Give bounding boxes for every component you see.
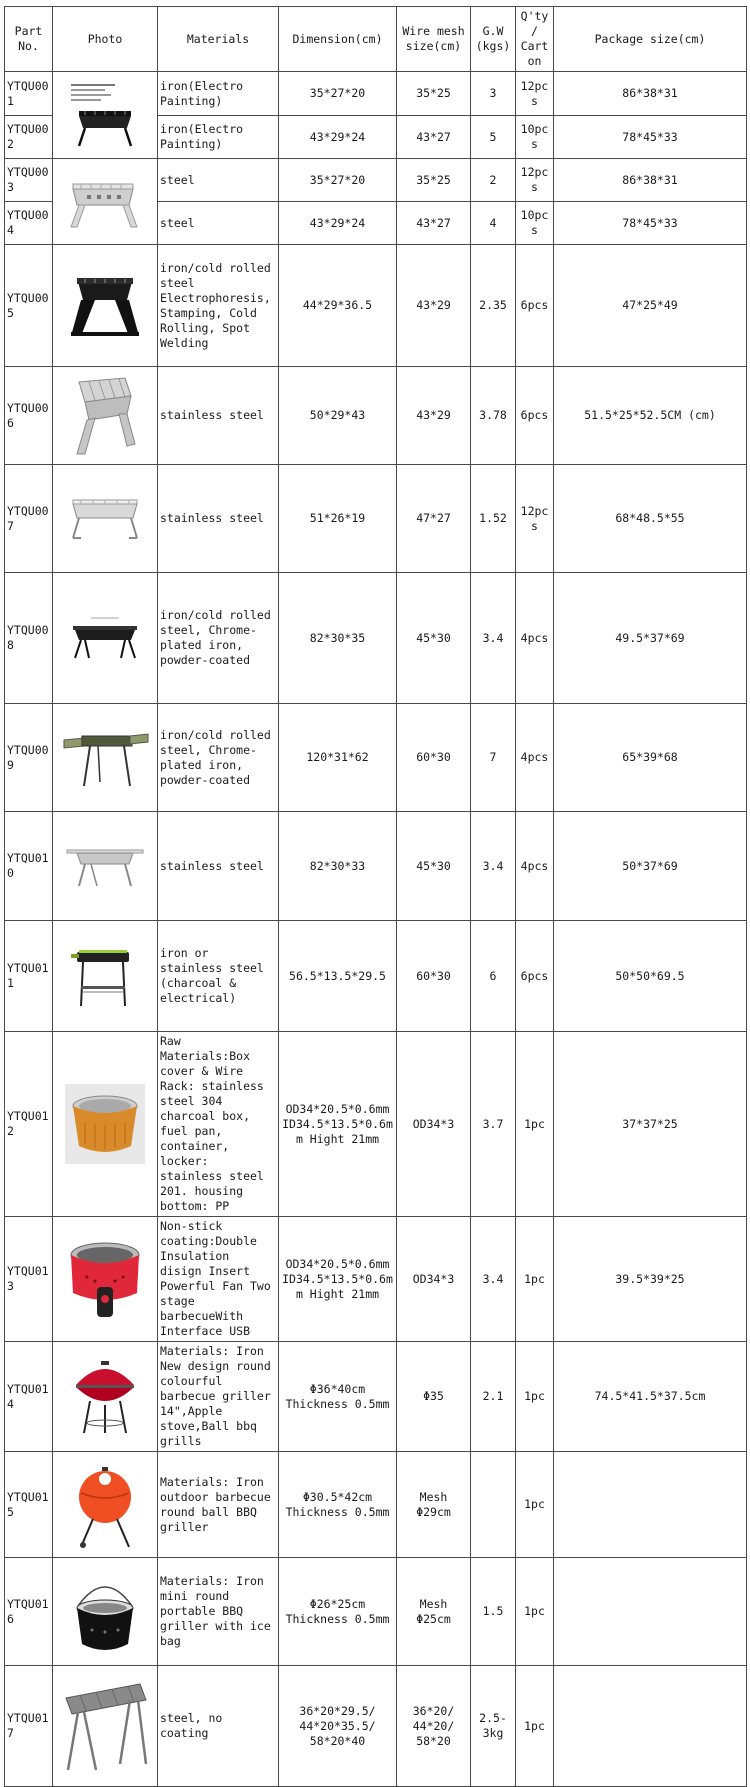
part-no-cell: YTQU001 [5, 72, 53, 116]
qty-cell: 4pcs [516, 704, 554, 812]
dimension-cell: 51*26*19 [279, 465, 397, 573]
gw-cell: 4 [471, 202, 516, 245]
long-grill-steel-icon [63, 842, 147, 890]
wire-mesh-cell: 35*25 [397, 159, 471, 202]
materials-cell: steel [158, 159, 279, 202]
bucket-grill-black-icon [70, 1566, 140, 1658]
long-grill-black-icon [63, 614, 147, 662]
wire-mesh-cell: 60*30 [397, 704, 471, 812]
long-grill-green-icon [60, 726, 150, 790]
table-row [5, 704, 747, 812]
dimension-cell: Φ36*40cm Thickness 0.5mm [279, 1342, 397, 1452]
qty-cell: 1pc [516, 1217, 554, 1342]
dimension-cell: 36*20*29.5/ 44*20*35.5/ 58*20*40 [279, 1666, 397, 1787]
wire-mesh-cell: 36*20/ 44*20/ 58*20 [397, 1666, 471, 1787]
gw-cell: 1.52 [471, 465, 516, 573]
wire-mesh-cell: OD34*3 [397, 1217, 471, 1342]
materials-cell: steel [158, 202, 279, 245]
part-no-cell: YTQU008 [5, 573, 53, 704]
gw-cell: 1.5 [471, 1558, 516, 1666]
header-materials: Materials [158, 7, 279, 72]
part-no-cell: YTQU006 [5, 367, 53, 465]
wire-mesh-cell: 45*30 [397, 573, 471, 704]
qty-cell: 1pc [516, 1342, 554, 1452]
gw-cell: 3.4 [471, 573, 516, 704]
wire-mesh-cell: 45*30 [397, 812, 471, 921]
photo-cell [53, 367, 158, 465]
dimension-cell: Φ26*25cm Thickness 0.5mm [279, 1558, 397, 1666]
dimension-cell: 35*27*20 [279, 72, 397, 116]
qty-cell: 4pcs [516, 573, 554, 704]
wire-mesh-cell: 43*29 [397, 367, 471, 465]
part-no-cell: YTQU013 [5, 1217, 53, 1342]
materials-cell: steel, no coating [158, 1666, 279, 1787]
folding-grill-stand-icon [60, 1678, 150, 1774]
gw-cell: 3.78 [471, 367, 516, 465]
materials-cell: Materials: Iron mini round portable BBQ griller with ice bag [158, 1558, 279, 1666]
dimension-cell: 50*29*43 [279, 367, 397, 465]
table-row [5, 921, 747, 1032]
table-row [5, 1666, 747, 1787]
photo-cell [53, 1217, 158, 1342]
photo-cell [53, 1032, 158, 1217]
header-gw: G.W (kgs) [471, 7, 516, 72]
wire-mesh-cell: 43*27 [397, 116, 471, 159]
photo-cell [53, 1342, 158, 1452]
wire-mesh-cell: OD34*3 [397, 1032, 471, 1217]
part-no-cell: YTQU011 [5, 921, 53, 1032]
part-no-cell: YTQU014 [5, 1342, 53, 1452]
package-cell: 50*50*69.5 [554, 921, 747, 1032]
table-row [5, 72, 747, 116]
part-no-cell: YTQU002 [5, 116, 53, 159]
package-cell: 78*45*33 [554, 116, 747, 159]
materials-cell: iron(Electro Painting) [158, 72, 279, 116]
photo-cell [53, 573, 158, 704]
header-package: Package size(cm) [554, 7, 747, 72]
photo-cell [53, 812, 158, 921]
part-no-cell: YTQU016 [5, 1558, 53, 1666]
qty-cell: 6pcs [516, 245, 554, 367]
table-row [5, 159, 747, 202]
photo-cell [53, 159, 158, 245]
gw-cell: 3 [471, 72, 516, 116]
gw-cell: 2.5-3kg [471, 1666, 516, 1787]
qty-cell: 6pcs [516, 367, 554, 465]
header-dimension: Dimension(cm) [279, 7, 397, 72]
table-row [5, 1452, 747, 1558]
photo-cell [53, 704, 158, 812]
gw-cell: 3.4 [471, 812, 516, 921]
gw-cell: 3.4 [471, 1217, 516, 1342]
materials-cell: Materials: Iron outdoor barbecue round ball BBQ griller [158, 1452, 279, 1558]
ball-grill-orange-icon [73, 1459, 137, 1551]
photo-cell [53, 72, 158, 159]
wire-mesh-cell: 43*29 [397, 245, 471, 367]
photo-cell [53, 921, 158, 1032]
part-no-cell: YTQU005 [5, 245, 53, 367]
dimension-cell: 43*29*24 [279, 116, 397, 159]
qty-cell: 12pcs [516, 72, 554, 116]
header-row [5, 7, 747, 72]
table-row [5, 573, 747, 704]
gw-cell: 7 [471, 704, 516, 812]
wire-mesh-cell: 60*30 [397, 921, 471, 1032]
gw-cell: 2.1 [471, 1342, 516, 1452]
dimension-cell: 120*31*62 [279, 704, 397, 812]
part-no-cell: YTQU003 [5, 159, 53, 202]
electric-grill-stand-icon [69, 942, 141, 1010]
wire-mesh-cell: Mesh Φ25cm [397, 1558, 471, 1666]
package-cell: 74.5*41.5*37.5cm [554, 1342, 747, 1452]
qty-cell: 1pc [516, 1032, 554, 1217]
qty-cell: 1pc [516, 1558, 554, 1666]
wire-mesh-cell: 43*27 [397, 202, 471, 245]
qty-cell: 6pcs [516, 921, 554, 1032]
materials-cell: iron/cold rolled steel, Chrome-plated iron, powder-coated [158, 704, 279, 812]
table-row [5, 367, 747, 465]
package-cell [554, 1666, 747, 1787]
product-spec-table [4, 6, 747, 1787]
part-no-cell: YTQU009 [5, 704, 53, 812]
gw-cell: 5 [471, 116, 516, 159]
photo-cell [53, 1452, 158, 1558]
qty-cell: 1pc [516, 1452, 554, 1558]
materials-cell: iron/cold rolled steel, Chrome-plated iron, powder-coated [158, 573, 279, 704]
header-photo: Photo [53, 7, 158, 72]
table-row [5, 1217, 747, 1342]
header-part-no: Part No. [5, 7, 53, 72]
table-row [5, 812, 747, 921]
materials-cell: iron/cold rolled steel Electrophoresis, Stamping, Cold Rolling, Spot Welding [158, 245, 279, 367]
folding-grill-black-icon [69, 82, 141, 148]
materials-cell: stainless steel [158, 367, 279, 465]
package-cell: 49.5*37*69 [554, 573, 747, 704]
table-row [5, 465, 747, 573]
gw-cell [471, 1452, 516, 1558]
qty-cell: 1pc [516, 1666, 554, 1787]
gw-cell: 3.7 [471, 1032, 516, 1217]
qty-cell: 10pcs [516, 116, 554, 159]
dimension-cell: OD34*20.5*0.6mm ID34.5*13.5*0.6mm Hight 21mm [279, 1032, 397, 1217]
package-cell: 51.5*25*52.5CM (cm) [554, 367, 747, 465]
dimension-cell: 35*27*20 [279, 159, 397, 202]
qty-cell: 12pcs [516, 159, 554, 202]
gw-cell: 2 [471, 159, 516, 202]
materials-cell: iron or stainless steel (charcoal & electrical) [158, 921, 279, 1032]
gw-cell: 6 [471, 921, 516, 1032]
dimension-cell: 44*29*36.5 [279, 245, 397, 367]
header-wire-mesh: Wire mesh size(cm) [397, 7, 471, 72]
photo-cell [53, 1558, 158, 1666]
materials-cell: Non-stick coating:Double Insulation disign Insert Powerful Fan Two stage barbecueWith Interface USB [158, 1217, 279, 1342]
notebook-grill-black-icon [65, 270, 145, 342]
wire-mesh-cell: Φ35 [397, 1342, 471, 1452]
part-no-cell: YTQU004 [5, 202, 53, 245]
package-cell: 86*38*31 [554, 72, 747, 116]
package-cell: 47*25*49 [554, 245, 747, 367]
materials-cell: stainless steel [158, 465, 279, 573]
qty-cell: 12pcs [516, 465, 554, 573]
part-no-cell: YTQU017 [5, 1666, 53, 1787]
part-no-cell: YTQU012 [5, 1032, 53, 1217]
wire-mesh-cell: Mesh Φ29cm [397, 1452, 471, 1558]
wire-mesh-cell: 35*25 [397, 72, 471, 116]
table-row [5, 1342, 747, 1452]
table-row [5, 1558, 747, 1666]
notebook-grill-steel-icon [65, 374, 145, 458]
materials-cell: iron(Electro Painting) [158, 116, 279, 159]
folding-grill-steel-icon [67, 171, 143, 233]
package-cell: 78*45*33 [554, 202, 747, 245]
photo-cell [53, 245, 158, 367]
part-no-cell: YTQU010 [5, 812, 53, 921]
materials-cell: Raw Materials:Box cover & Wire Rack: stainless steel 304 charcoal box, fuel pan, container, locker: stainless steel 201. housing bottom: PP [158, 1032, 279, 1217]
qty-cell: 4pcs [516, 812, 554, 921]
package-cell: 39.5*39*25 [554, 1217, 747, 1342]
wire-mesh-cell: 47*27 [397, 465, 471, 573]
dimension-cell: 43*29*24 [279, 202, 397, 245]
photo-cell [53, 1666, 158, 1787]
part-no-cell: YTQU015 [5, 1452, 53, 1558]
package-cell: 68*48.5*55 [554, 465, 747, 573]
dimension-cell: 82*30*35 [279, 573, 397, 704]
gw-cell: 2.35 [471, 245, 516, 367]
table-row [5, 245, 747, 367]
kettle-grill-red-icon [70, 1355, 140, 1439]
package-cell [554, 1558, 747, 1666]
package-cell: 86*38*31 [554, 159, 747, 202]
smokeless-grill-orange-icon [65, 1084, 145, 1164]
dimension-cell: OD34*20.5*0.6mm ID34.5*13.5*0.6mm Hight 21mm [279, 1217, 397, 1342]
materials-cell: stainless steel [158, 812, 279, 921]
package-cell [554, 1452, 747, 1558]
header-qty: Q'ty/ Carton [516, 7, 554, 72]
table-row [5, 1032, 747, 1217]
flat-grill-steel-icon [65, 494, 145, 544]
smokeless-grill-red-icon [65, 1237, 145, 1321]
dimension-cell: Φ30.5*42cm Thickness 0.5mm [279, 1452, 397, 1558]
package-cell: 50*37*69 [554, 812, 747, 921]
part-no-cell: YTQU007 [5, 465, 53, 573]
dimension-cell: 56.5*13.5*29.5 [279, 921, 397, 1032]
package-cell: 37*37*25 [554, 1032, 747, 1217]
package-cell: 65*39*68 [554, 704, 747, 812]
photo-cell [53, 465, 158, 573]
materials-cell: Materials: Iron New design round colourful barbecue griller 14",Apple stove,Ball bbq grills [158, 1342, 279, 1452]
dimension-cell: 82*30*33 [279, 812, 397, 921]
qty-cell: 10pcs [516, 202, 554, 245]
